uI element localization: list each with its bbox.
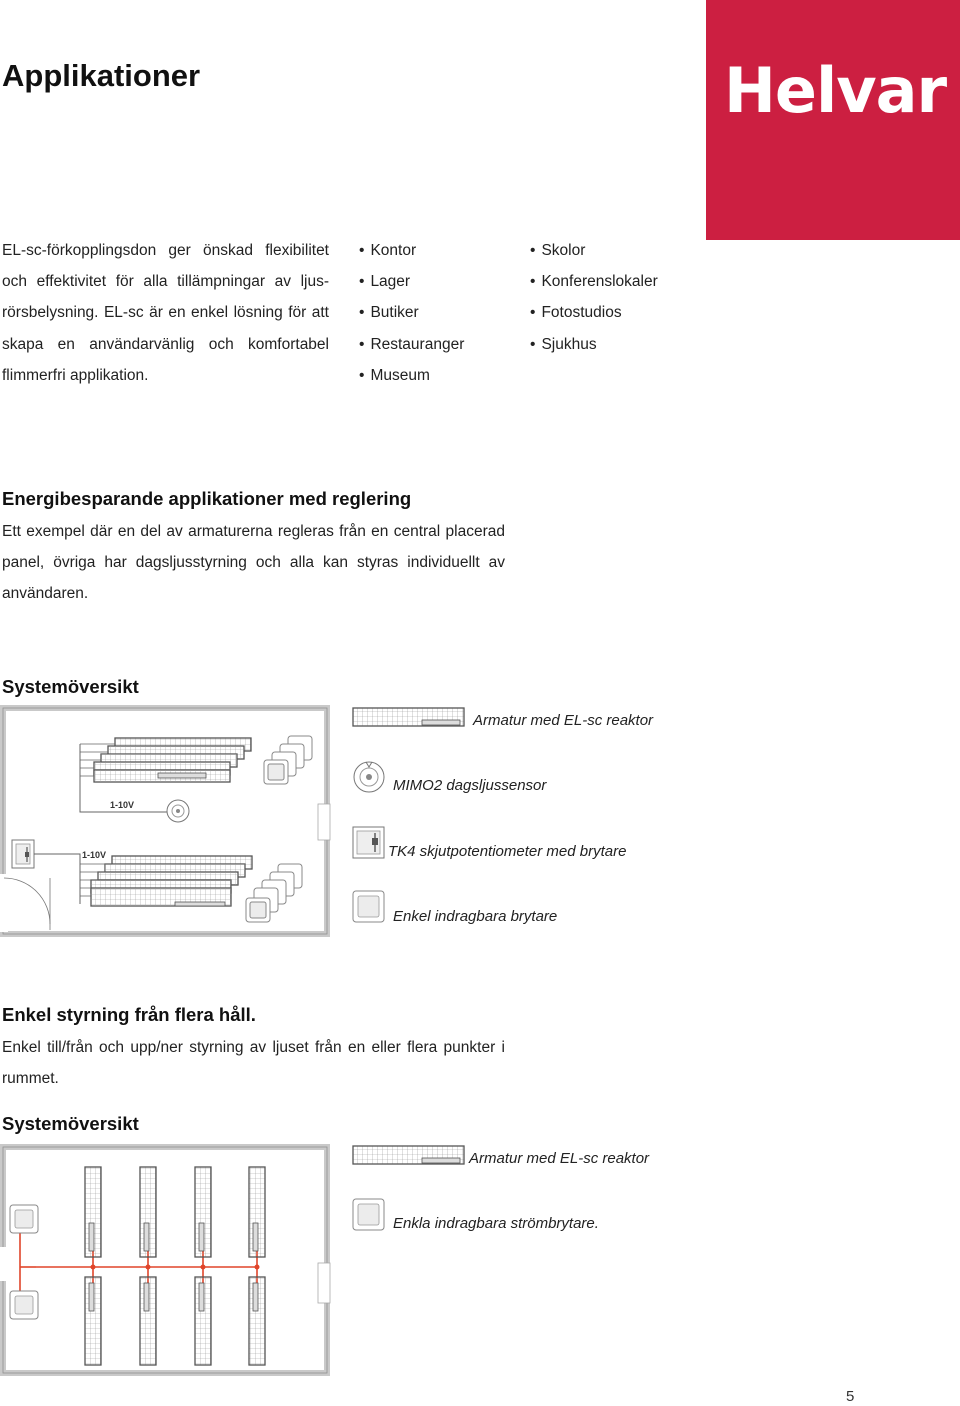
luminaire-icon — [352, 1144, 466, 1166]
luminaire-icon — [352, 706, 466, 728]
list-item: • Lager — [359, 266, 464, 297]
retractive-switch-icon — [352, 1198, 386, 1232]
slide-dimmer-icon — [12, 840, 34, 868]
room-wall — [3, 1147, 327, 1373]
retractive-switch-icon — [352, 890, 386, 924]
logo-text: Helvar — [724, 54, 947, 127]
switch-group-upper — [264, 736, 312, 784]
daylight-sensor-icon — [352, 760, 386, 794]
door — [4, 878, 50, 924]
upper-voltage-label: 1-10V — [110, 800, 135, 810]
section1-overview-heading: Systemöversikt — [2, 676, 139, 697]
legend2-luminaire-label: Armatur med EL-sc reaktor — [469, 1150, 650, 1167]
page-number: 5 — [846, 1388, 855, 1405]
list-item: • Restauranger — [359, 329, 464, 360]
luminaire-row-top — [85, 1167, 265, 1257]
wiring — [20, 1213, 257, 1307]
section2-heading: Enkel styrning från flera håll. — [2, 1004, 256, 1025]
section2-text: Enkel till/från och upp/ner styrning av ljuset från en eller flera punkter i rummet. — [2, 1039, 505, 1088]
legend-luminaire-label: Armatur med EL-sc reaktor — [473, 712, 654, 729]
retractive-switch-icon — [10, 1205, 38, 1233]
list-item: • Kontor — [359, 235, 464, 266]
section1-heading: Energibesparande applikationer med reglering — [2, 488, 412, 509]
application-list-1 — [359, 235, 464, 391]
page-title: Applikationer — [2, 58, 201, 93]
floorplan-diagram-2 — [0, 1143, 332, 1377]
list-item: • Sjukhus — [530, 329, 658, 360]
legend-dimmer-label: TK4 skjutpotentiometer med brytare — [388, 843, 627, 860]
list-item: • Skolor — [530, 235, 658, 266]
list-item: • Fotostudios — [530, 297, 658, 328]
helvar-logo — [706, 0, 960, 240]
list-item: • Butiker — [359, 297, 464, 328]
switch-group-lower — [246, 864, 302, 922]
application-list-2 — [530, 235, 658, 360]
list-item: • Museum — [359, 360, 464, 391]
section2-overview-heading: Systemöversikt — [2, 1113, 139, 1134]
retractive-switch-icon — [10, 1291, 38, 1319]
section1-text: Ett exempel där en del av armaturerna regleras från en central placerad panel, övriga har dagsljusstyrning och alla kan styras individuellt av användaren. — [2, 523, 505, 603]
luminaire-group-lower — [80, 856, 252, 906]
slide-dimmer-icon — [352, 826, 386, 860]
floorplan-diagram-1 — [0, 704, 332, 940]
legend2-switch-label: Enkla indragbara strömbrytare. — [393, 1215, 599, 1232]
legend-switch-label: Enkel indragbara brytare — [393, 908, 558, 925]
daylight-sensor-icon — [167, 800, 189, 822]
luminaire-row-bottom — [85, 1277, 265, 1365]
list-item: • Konferenslokaler — [530, 266, 658, 297]
luminaire-group-upper — [80, 738, 251, 782]
legend-sensor-label: MIMO2 dagsljussensor — [393, 777, 547, 794]
lower-voltage-label: 1-10V — [82, 850, 107, 860]
intro-paragraph: EL-sc-förkopplingsdon ger önskad flexibilitet och effektivitet för alla tillämpningar av ljus-rörsbelysning. EL-sc är en enkel lösning för att skapa en användarvänlig och komfortabel flimmerfri applikation. — [2, 242, 329, 384]
